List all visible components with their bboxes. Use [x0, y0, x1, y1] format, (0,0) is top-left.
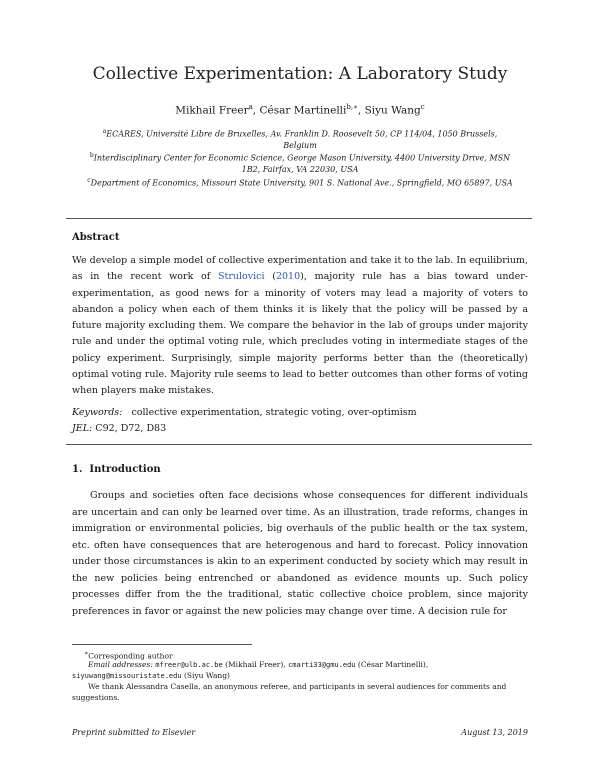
citation-link[interactable]: Strulovici: [218, 271, 265, 283]
paper-title: Collective Experimentation: A Laboratory Study: [92, 64, 508, 84]
author-mark: c: [420, 103, 425, 111]
footer-right: August 13, 2019: [461, 728, 528, 737]
email-link[interactable]: cmarti33@gmu.edu: [288, 661, 356, 669]
jel-codes: JEL: C92, D72, D83: [72, 423, 167, 434]
footnote-corresponding: ∗Corresponding author: [84, 650, 173, 661]
abstract-bottom-rule: [66, 444, 532, 445]
abstract-body: We develop a simple model of collective experimentation and take it to the lab. In equilibrium, as in the recent work of Strulovici (2010), majority rule has a bias toward under-experimentation, as good news for a minority of voters may lead a majority of voters to abandon a policy when each of them thinks it is likely that the policy will be passed by a future majority excluding them. We compare the behavior in the lab of groups under majority rule and under the optimal voting rule, which precludes voting in intermediate stages of the policy experiment. Surprisingly, simple majority performs better than the (theoretically) optimal voting rule. Majority rule seems to lead to better outcomes than other forms of voting when players make mistakes.: [72, 255, 528, 397]
author-name: Mikhail Freer: [175, 104, 249, 117]
footnote-rule: [72, 644, 252, 645]
footnote-emails: Email addresses: mfreer@ulb.ac.be (Mikhail Freer), cmarti33@gmu.edu (César Martinelli),: [88, 660, 429, 669]
affiliation-b: $^b$Interdisciplinary Center for Economic Science, George Mason University, 4400 University Drive, MSN 1B2, Fairfax, VA 22030, USA: [89, 152, 511, 175]
footer-left: Preprint submitted to Elsevier: [72, 728, 196, 737]
author-name: Siyu Wang: [364, 104, 421, 117]
email-link[interactable]: siyuwang@missouristate.edu: [72, 672, 182, 680]
abstract-top-rule: [66, 218, 532, 219]
intro-paragraph: Groups and societies often face decisions whose consequences for different individuals are uncertain and can only be learned over time. As an illustration, trade reforms, changes in immigration or environmental policies, big overhauls of the public health or the tax system, etc. often have consequences that are heterogenous and hard to forecast. Policy innovation under those circumstances is akin to an experiment conducted by society which may result in the new policies being entrenched or abandoned as evidence mounts up. Such policy processes differ from the the traditional, static collective choice problem, since majority preferences in favor or against the new policies may change over time. A decision rule for: [72, 490, 528, 617]
affiliation-a: $^a$ECARES, Université Libre de Bruxelles, Av. Franklin D. Roosevelt 50, CP 114/04, 1050 Brussels, Belgium: [102, 128, 498, 151]
email-link[interactable]: mfreer@ulb.ac.be: [155, 661, 223, 669]
author-list: Mikhail Freer$^a$, César Martinelli$^{b,∗}$, Siyu Wang$^c$: [175, 103, 425, 117]
author-mark: b,∗: [346, 103, 358, 111]
keywords: Keywords: collective experimentation, strategic voting, over-optimism: [72, 407, 417, 418]
author-mark: a: [248, 103, 253, 111]
footnote-emails-cont: siyuwang@missouristate.edu (Siyu Wang): [72, 671, 230, 680]
affiliation-c: $^c$Department of Economics, Missouri State University, 901 S. National Ave., Springfield, MO 65897, USA: [87, 177, 513, 188]
section-heading: 1. Introduction: [72, 464, 161, 475]
abstract-heading: Abstract: [72, 232, 120, 243]
author-name: César Martinelli: [259, 104, 347, 117]
citation-year-link[interactable]: 2010: [275, 271, 301, 283]
footnote-thanks: We thank Alessandra Casella, an anonymous referee, and participants in several audiences for comments and suggestions.: [72, 682, 507, 702]
